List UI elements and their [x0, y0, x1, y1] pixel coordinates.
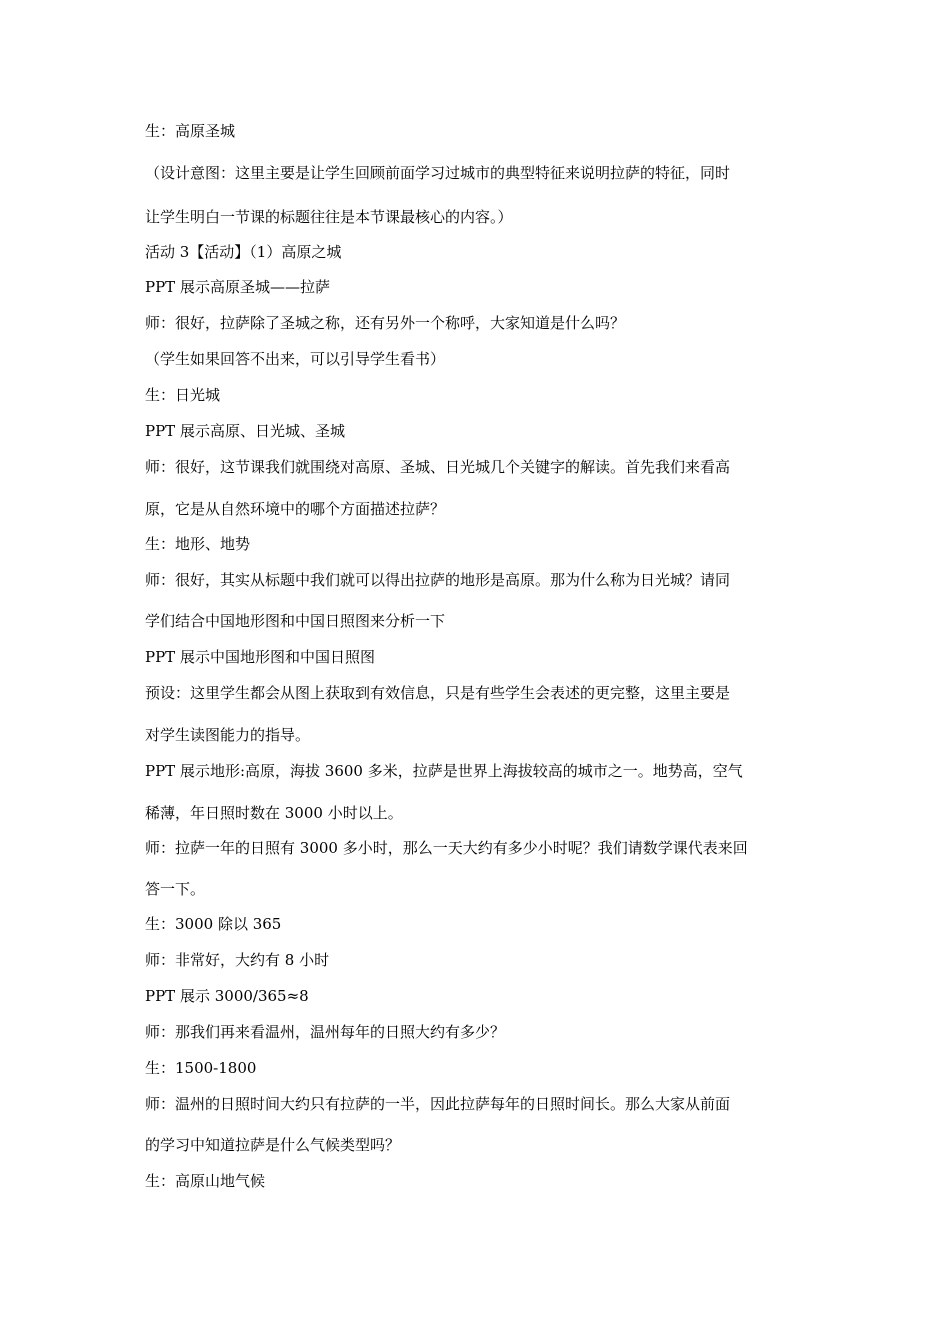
- text-line: 生：3000 除以 365: [145, 915, 282, 933]
- text-line: 师：那我们再来看温州，温州每年的日照大约有多少？: [145, 1023, 506, 1041]
- text-line: 师：很好，拉萨除了圣城之称，还有另外一个称呼，大家知道是什么吗？: [145, 314, 626, 332]
- text-line: 原，它是从自然环境中的哪个方面描述拉萨？: [145, 500, 446, 518]
- text-line: 师：温州的日照时间大约只有拉萨的一半，因此拉萨每年的日照时间长。那么大家从前面: [145, 1095, 731, 1113]
- text-line: PPT 展示地形:高原，海拔 3600 多米，拉萨是世界上海拔较高的城市之一。地势高，空气: [145, 762, 743, 780]
- text-line: PPT 展示高原、日光城、圣城: [145, 422, 345, 440]
- text-line: 答一下。: [145, 880, 206, 898]
- text-line: 生：1500-1800: [145, 1059, 257, 1077]
- text-line: 生：日光城: [145, 386, 221, 404]
- text-line: 预设：这里学生都会从图上获取到有效信息，只是有些学生会表述的更完整，这里主要是: [145, 684, 731, 702]
- text-line: 师：非常好，大约有 8 小时: [145, 951, 330, 969]
- text-line: 让学生明白一节课的标题往往是本节课最核心的内容。）: [145, 208, 513, 226]
- text-line: 学们结合中国地形图和中国日照图来分析一下: [145, 612, 446, 630]
- text-line: （设计意图：这里主要是让学生回顾前面学习过城市的典型特征来说明拉萨的特征，同时: [145, 164, 731, 182]
- text-line: 活动 3【活动】（1）高原之城: [145, 243, 342, 261]
- text-line: 生：高原圣城: [145, 122, 236, 140]
- text-line: PPT 展示高原圣城——拉萨: [145, 278, 330, 296]
- text-line: PPT 展示中国地形图和中国日照图: [145, 648, 375, 666]
- text-line: 师：很好，这节课我们就围绕对高原、圣城、日光城几个关键字的解读。首先我们来看高: [145, 458, 731, 476]
- text-line: （学生如果回答不出来，可以引导学生看书）: [145, 350, 446, 368]
- text-line: 的学习中知道拉萨是什么气候类型吗？: [145, 1136, 401, 1154]
- text-line: 生：地形、地势: [145, 535, 251, 553]
- text-line: 师：拉萨一年的日照有 3000 多小时，那么一天大约有多少小时呢？我们请数学课代表来回: [145, 839, 748, 857]
- text-line: PPT 展示 3000/365≈8: [145, 987, 309, 1005]
- text-line: 生：高原山地气候: [145, 1172, 266, 1190]
- text-line: 师：很好，其实从标题中我们就可以得出拉萨的地形是高原。那为什么称为日光城？请同: [145, 571, 731, 589]
- text-line: 稀薄，年日照时数在 3000 小时以上。: [145, 804, 403, 822]
- text-line: 对学生读图能力的指导。: [145, 726, 311, 744]
